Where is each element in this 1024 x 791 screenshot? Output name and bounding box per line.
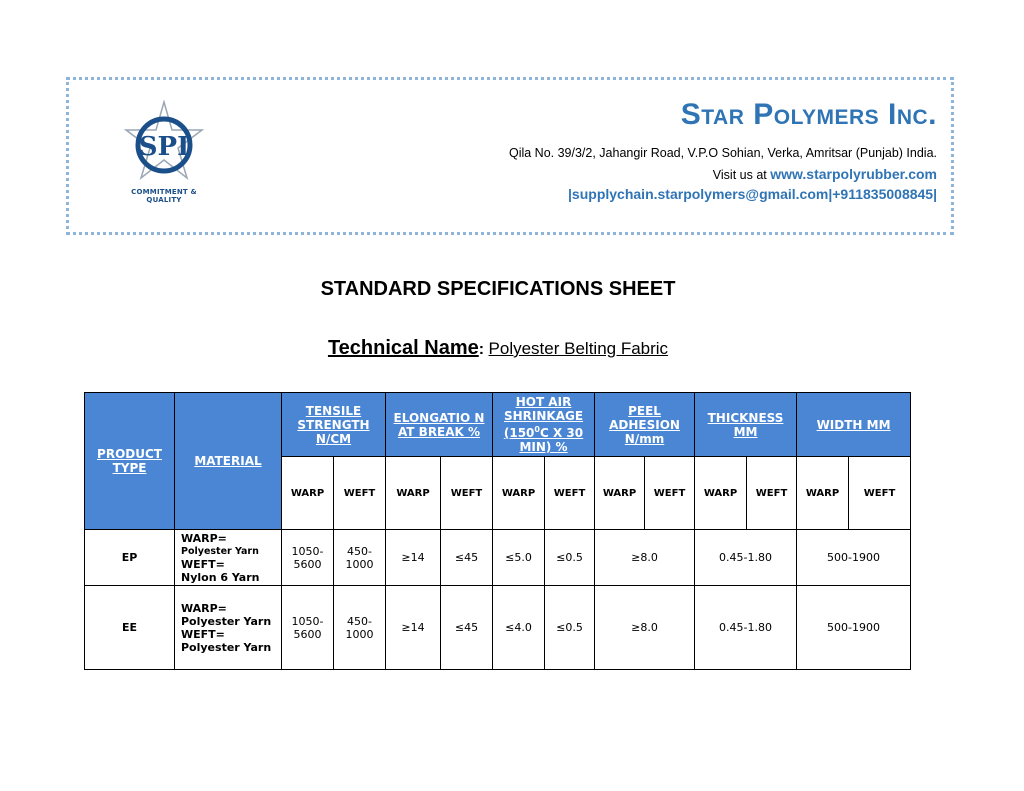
width-cell: 500-1900	[797, 586, 911, 670]
header-tensile: TENSILE STRENGTH N/CM	[282, 393, 386, 457]
subheader-warp: WARP	[797, 457, 849, 530]
subheader-weft: WEFT	[441, 457, 493, 530]
elongation-weft-cell: ≤45	[441, 530, 493, 586]
header-material: MATERIAL	[175, 393, 282, 530]
tensile-weft-cell: 450-1000	[334, 530, 386, 586]
subheader-weft: WEFT	[545, 457, 595, 530]
subheader-weft: WEFT	[334, 457, 386, 530]
header-width: WIDTH MM	[797, 393, 911, 457]
technical-name-value: Polyester Belting Fabric	[488, 339, 669, 358]
tensile-warp-cell: 1050-5600	[282, 586, 334, 670]
logo-text: SPI	[138, 132, 190, 162]
website-link[interactable]: www.starpolyrubber.com	[770, 166, 937, 182]
tensile-weft-cell: 450-1000	[334, 586, 386, 670]
table-row	[85, 530, 911, 586]
subheader-weft: WEFT	[849, 457, 911, 530]
page-title: STANDARD SPECIFICATIONS SHEET	[320, 278, 676, 300]
header-elongation: ELONGATIO N AT BREAK %	[386, 393, 493, 457]
elongation-weft-cell: ≤45	[441, 586, 493, 670]
elongation-warp-cell: ≥14	[386, 586, 441, 670]
technical-name-label: Technical Name	[327, 337, 479, 359]
technical-name	[0, 337, 996, 360]
header-peel: PEEL ADHESION N/mm	[595, 393, 695, 457]
shrinkage-weft-cell: ≤0.5	[545, 586, 595, 670]
spec-table	[84, 392, 911, 670]
width-cell: 500-1900	[797, 530, 911, 586]
spi-logo-icon	[124, 100, 204, 200]
tensile-warp-cell: 1050-5600	[282, 530, 334, 586]
thickness-cell: 0.45-1.80	[695, 530, 797, 586]
subheader-warp: WARP	[386, 457, 441, 530]
letterhead	[66, 77, 954, 235]
subheader-warp: WARP	[695, 457, 747, 530]
table-row	[85, 586, 911, 670]
material-cell: WARP= Polyester Yarn WEFT= Nylon 6 Yarn	[175, 530, 282, 586]
elongation-warp-cell: ≥14	[386, 530, 441, 586]
technical-name-colon: :	[478, 341, 485, 358]
visit-prefix: Visit us at	[712, 168, 767, 182]
material-cell: WARP= Polyester Yarn WEFT= Polyester Yarn	[175, 586, 282, 670]
header-product-type: PRODUCT TYPE	[85, 393, 175, 530]
website-line	[713, 166, 937, 182]
header-thickness: THICKNESS MM	[695, 393, 797, 457]
shrinkage-warp-cell: ≤5.0	[493, 530, 545, 586]
shrinkage-warp-cell: ≤4.0	[493, 586, 545, 670]
peel-cell: ≥8.0	[595, 530, 695, 586]
product-type-cell: EE	[85, 586, 175, 670]
peel-cell: ≥8.0	[595, 586, 695, 670]
subheader-warp: WARP	[282, 457, 334, 530]
subheader-weft: WEFT	[747, 457, 797, 530]
header-hot-air: HOT AIR SHRINKAGE ($150^0C$ X 30 MIN) %	[493, 393, 595, 457]
company-name: Star Polymers Inc.	[680, 98, 937, 131]
thickness-cell: 0.45-1.80	[695, 586, 797, 670]
subheader-warp: WARP	[595, 457, 645, 530]
subheader-weft: WEFT	[645, 457, 695, 530]
logo-tagline: COMMITMENT & QUALITY	[131, 188, 197, 204]
company-address: Qila No. 39/3/2, Jahangir Road, V.P.O Sohian, Verka, Amritsar (Punjab) India.	[508, 146, 937, 160]
product-type-cell: EP	[85, 530, 175, 586]
subheader-warp: WARP	[493, 457, 545, 530]
shrinkage-weft-cell: ≤0.5	[545, 530, 595, 586]
contact-line[interactable]: |supplychain.starpolymers@gmail.com|+911835008845|	[568, 186, 937, 202]
